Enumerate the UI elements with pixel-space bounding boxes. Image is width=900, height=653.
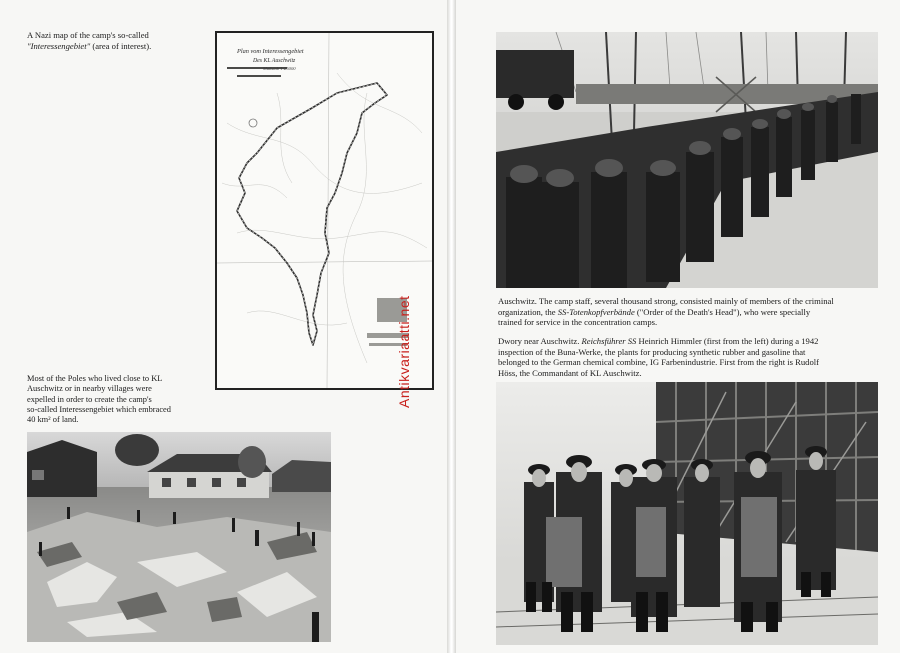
map-caption-line-2: [27, 41, 207, 52]
himmler-caption-term: Reichsführer SS: [581, 336, 637, 346]
himmler-caption-line-1-pre: Dwory near Auschwitz.: [498, 336, 582, 346]
himmler-caption-line-2: inspection of the Buna-Werke, the plants for producing synthetic rubber and gasoline that: [498, 346, 806, 357]
map-title-line-3: Maßstab 1:25000: [263, 66, 296, 71]
himmler-caption-line-3: belonged to the German chemical combine, IG Farbenindustrie. First from the right is Rudolf: [498, 357, 819, 368]
map-caption: [27, 30, 207, 51]
map-title-line-1: Plan vom Interessengebiet: [237, 48, 304, 55]
destroyed-village-photo: [27, 432, 331, 642]
map-caption-rest: (area of interest).: [90, 40, 152, 51]
ss-staff-marching-image: [496, 32, 878, 288]
villages-caption: [27, 374, 212, 425]
watermark-text: Antikvariaatti.net: [396, 295, 412, 408]
villages-caption-line-3: expelled in order to create the camp's: [27, 394, 152, 404]
villages-caption-line-1: Most of the Poles who lived close to KL: [27, 374, 163, 383]
ss-staff-caption-line-3: trained for service in the concentration camps.: [498, 317, 658, 328]
map-title-line-2: Des KL Auschwitz: [253, 58, 296, 64]
himmler-inspection-photo: [496, 382, 878, 645]
map-caption-line-1: A Nazi map of the camp's so-called: [27, 30, 149, 40]
ss-staff-marching-photo: [496, 32, 878, 288]
watermark: [392, 246, 422, 416]
ss-staff-caption-line-2: [498, 307, 878, 318]
ss-staff-caption: [498, 296, 878, 328]
ss-staff-caption-line-2-post: ("Order of the Death's Head"), who were specially: [634, 306, 811, 317]
villages-caption-line-4: so-called Interessengebiet which embraced: [27, 404, 171, 414]
map-caption-term: "Interessengebiet": [27, 40, 91, 51]
himmler-inspection-image: [496, 382, 878, 645]
villages-caption-line-5: 40 km² of land.: [27, 415, 79, 425]
himmler-caption-line-4: Höss, the Commandant of KL Auschwitz.: [498, 367, 642, 378]
villages-caption-line-2: Auschwitz or in nearby villages were: [27, 384, 152, 394]
book-gutter: [447, 0, 456, 653]
ss-staff-caption-line-1: Auschwitz. The camp staff, several thousand strong, consisted mainly of members of the criminal: [498, 296, 834, 306]
destroyed-village-image: [27, 432, 331, 642]
himmler-caption-line-1-post: Heinrich Himmler (first from the left) during a 1942: [636, 336, 819, 346]
ss-staff-caption-term: SS-Totenkopfverbände: [557, 306, 635, 317]
ss-staff-caption-line-2-pre: organization, the: [498, 306, 558, 317]
himmler-caption-line-1: [498, 336, 878, 347]
himmler-caption: [498, 336, 878, 378]
